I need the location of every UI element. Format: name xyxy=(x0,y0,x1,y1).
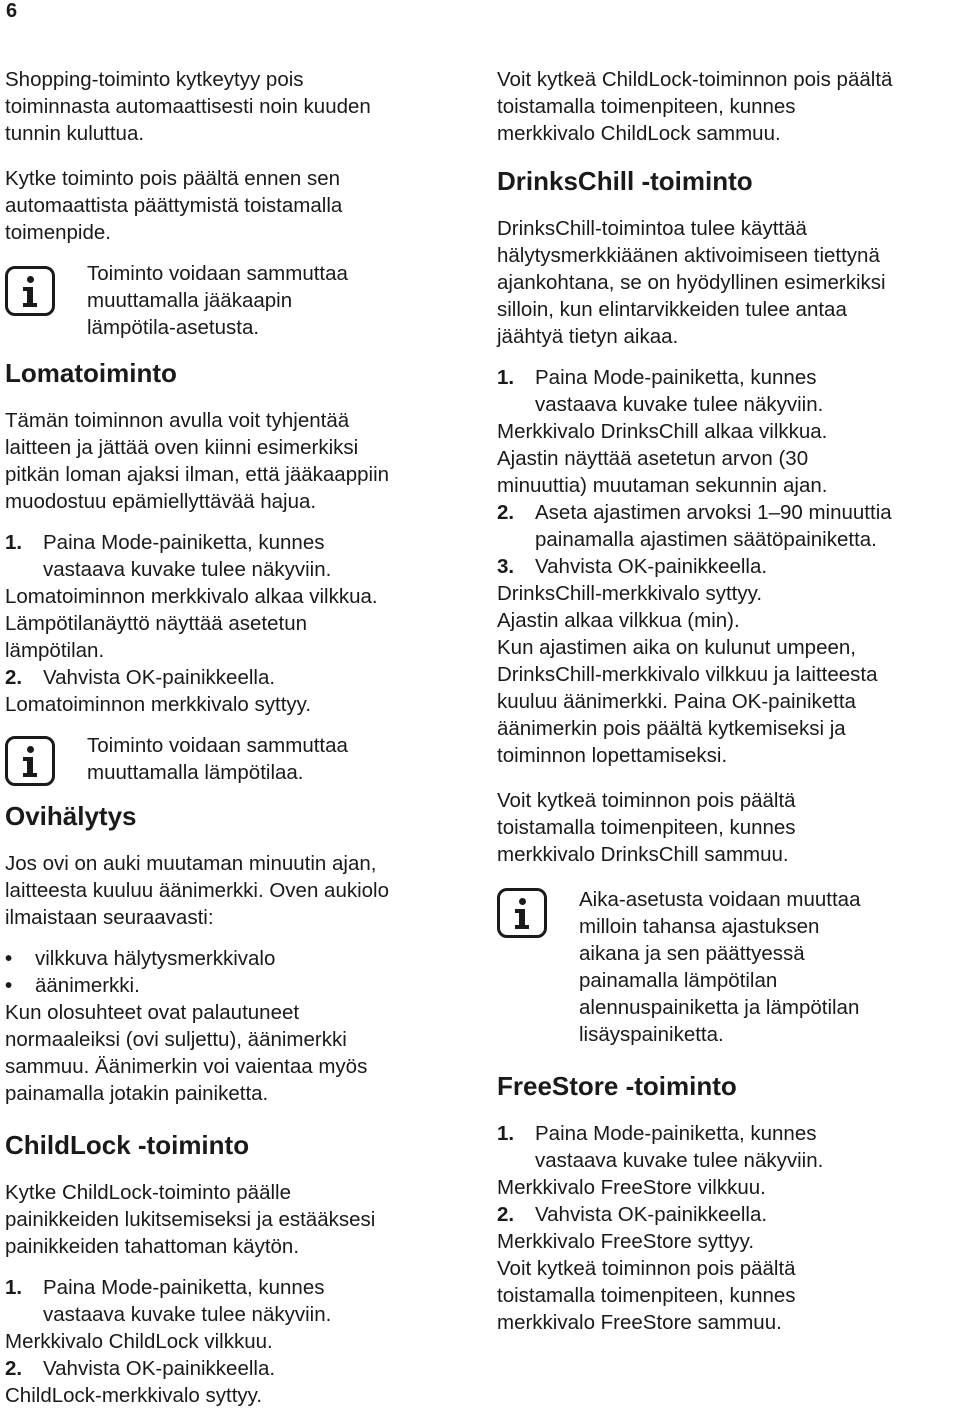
childlock-step-1-result xyxy=(5,1328,467,1355)
text-line: vastaava kuvake tulee näkyviin. xyxy=(535,1149,824,1172)
text-line: Paina Mode-painiketta, kunnes xyxy=(43,1276,325,1299)
text-line: toistamalla toimenpiteen, kunnes xyxy=(497,95,796,118)
step-text xyxy=(535,499,957,553)
lomatoiminto-step-2 xyxy=(5,664,467,691)
lomatoiminto-step-1 xyxy=(5,529,467,583)
text-line: painamalla lämpötilan xyxy=(579,969,778,992)
info-note-text xyxy=(87,260,348,341)
bullet-item xyxy=(5,945,467,972)
text-line: muuttamalla jääkaapin xyxy=(87,289,293,312)
text-line: laitteen ja jättää oven kiinni esimerkiksi xyxy=(5,436,359,459)
text-line: Lomatoiminnon merkkivalo syttyy. xyxy=(5,693,312,716)
text-line: DrinksChill-merkkivalo syttyy. xyxy=(497,582,763,605)
bullet-item xyxy=(5,972,467,999)
drinkschill-step-3 xyxy=(497,553,957,580)
text-line: lämpötila-asetusta. xyxy=(87,316,260,339)
freestore-step-1-result xyxy=(497,1174,957,1201)
text-line: Kytke toiminto pois päältä ennen sen xyxy=(5,167,341,190)
text-line: Lämpötilanäyttö näyttää asetetun xyxy=(5,612,308,635)
text-line: Paina Mode-painiketta, kunnes xyxy=(535,366,817,389)
text-line: merkkivalo FreeStore sammuu. xyxy=(497,1311,782,1334)
text-line: sammuu. Äänimerkin voi vaientaa myös xyxy=(5,1055,368,1078)
text-line: vastaava kuvake tulee näkyviin. xyxy=(43,1303,332,1326)
heading-lomatoiminto: Lomatoiminto xyxy=(5,358,177,388)
text-line: Paina Mode-painiketta, kunnes xyxy=(535,1122,817,1145)
text-line: milloin tahansa ajastuksen xyxy=(579,915,820,938)
text-line: automaattista päättymistä toistamalla xyxy=(5,194,343,217)
text-line: Kytke ChildLock-toiminto päälle xyxy=(5,1181,291,1204)
text-line: silloin, kun elintarvikkeiden tulee antaa xyxy=(497,298,847,321)
info-note-text xyxy=(579,886,860,1048)
text-line: DrinksChill-toimintoa tulee käyttää xyxy=(497,217,807,240)
text-line: Merkkivalo DrinksChill alkaa vilkkua. xyxy=(497,420,828,443)
text-line: jäähtyä tietyn aikaa. xyxy=(497,325,679,348)
text-line: Voit kytkeä ChildLock-toiminnon pois päältä xyxy=(497,68,893,91)
info-note-text xyxy=(87,732,348,786)
text-line: kuuluu äänimerkki. Paina OK-painiketta xyxy=(497,690,856,713)
shopping-paragraph-2 xyxy=(5,165,467,246)
text-line: merkkivalo DrinksChill sammuu. xyxy=(497,843,789,866)
text-line: Vahvista OK-painikkeella. xyxy=(43,1357,276,1380)
freestore-step-2 xyxy=(497,1201,957,1228)
text-line: Tämän toiminnon avulla voit tyhjentää xyxy=(5,409,350,432)
lomatoiminto-paragraph xyxy=(5,407,467,515)
text-line: äänimerkin pois päältä kytkemiseksi ja xyxy=(497,717,846,740)
bullet-text: vilkkuva hälytysmerkkivalo xyxy=(35,947,276,970)
text-line: Aika-asetusta voidaan muuttaa xyxy=(579,888,861,911)
info-note-3 xyxy=(497,886,957,1048)
text-line: Merkkivalo FreeStore vilkkuu. xyxy=(497,1176,766,1199)
text-line: Merkkivalo ChildLock vilkkuu. xyxy=(5,1330,273,1353)
text-line: toiminnon lopettamiseksi. xyxy=(497,744,728,767)
text-line: Voit kytkeä toiminnon pois päältä xyxy=(497,1257,796,1280)
heading-childlock: ChildLock -toiminto xyxy=(5,1130,250,1160)
text-line: ilmaistaan seuraavasti: xyxy=(5,906,214,929)
step-text xyxy=(535,1201,957,1228)
bullet-text: äänimerkki. xyxy=(35,974,140,997)
step-number: 2. xyxy=(497,1203,515,1226)
text-line: Vahvista OK-painikkeella. xyxy=(535,555,768,578)
step-number: 2. xyxy=(5,666,23,689)
step-number: 1. xyxy=(5,1276,23,1299)
info-note-1 xyxy=(5,260,467,341)
shopping-paragraph-1 xyxy=(5,66,467,147)
info-icon xyxy=(5,736,55,786)
step-text xyxy=(43,664,467,691)
step-text xyxy=(43,1355,467,1382)
text-line: tunnin kuluttua. xyxy=(5,122,145,145)
text-line: lämpötilan. xyxy=(5,639,105,662)
text-line: toistamalla toimenpiteen, kunnes xyxy=(497,1284,796,1307)
freestore-step-2-result xyxy=(497,1228,957,1336)
text-line: Merkkivalo FreeStore syttyy. xyxy=(497,1230,755,1253)
text-line: Toiminto voidaan sammuttaa xyxy=(87,262,348,285)
step-number: 2. xyxy=(5,1357,23,1380)
text-line: vastaava kuvake tulee näkyviin. xyxy=(535,393,824,416)
text-line: laitteesta kuuluu äänimerkki. Oven aukiolo xyxy=(5,879,390,902)
drinkschill-step-2 xyxy=(497,499,957,553)
heading-ovihalytys: Ovihälytys xyxy=(5,801,137,831)
text-line: normaaleiksi (ovi suljettu), äänimerkki xyxy=(5,1028,347,1051)
text-line: Lomatoiminnon merkkivalo alkaa vilkkua. xyxy=(5,585,378,608)
ovihalytys-paragraph-2 xyxy=(5,999,467,1107)
text-line: painikkeiden tahattoman käytön. xyxy=(5,1235,300,1258)
text-line: Vahvista OK-painikkeella. xyxy=(535,1203,768,1226)
text-line: aikana ja sen päättyessä xyxy=(579,942,805,965)
childlock-step-1 xyxy=(5,1274,467,1328)
bullet-icon: • xyxy=(5,974,13,997)
text-line: merkkivalo ChildLock sammuu. xyxy=(497,122,781,145)
text-line: Ajastin alkaa vilkkua (min). xyxy=(497,609,740,632)
text-line: Jos ovi on auki muutaman minuutin ajan, xyxy=(5,852,377,875)
text-line: toimenpide. xyxy=(5,221,111,244)
page-number: 6 xyxy=(6,0,18,22)
text-line: Vahvista OK-painikkeella. xyxy=(43,666,276,689)
freestore-step-1 xyxy=(497,1120,957,1174)
drinkschill-off-paragraph xyxy=(497,787,957,868)
lomatoiminto-step-2-result xyxy=(5,691,467,718)
childlock-off-paragraph xyxy=(497,66,957,147)
text-line: hälytysmerkkiäänen aktivoimiseen tiettynä xyxy=(497,244,880,267)
text-line: Toiminto voidaan sammuttaa xyxy=(87,734,348,757)
step-number: 2. xyxy=(497,501,515,524)
info-note-2 xyxy=(5,732,467,786)
text-line: Voit kytkeä toiminnon pois päältä xyxy=(497,789,796,812)
step-text xyxy=(535,364,957,418)
step-number: 3. xyxy=(497,555,515,578)
text-line: ajankohtana, se on hyödyllinen esimerkiksi xyxy=(497,271,886,294)
text-line: painikkeiden lukitsemiseksi ja estääksesi xyxy=(5,1208,376,1231)
lomatoiminto-step-1-result xyxy=(5,583,467,664)
text-line: painamalla jotakin painiketta. xyxy=(5,1082,269,1105)
ovihalytys-paragraph xyxy=(5,850,467,931)
info-icon xyxy=(497,888,547,938)
text-line: Kun olosuhteet ovat palautuneet xyxy=(5,1001,300,1024)
step-number: 1. xyxy=(497,1122,515,1145)
text-line: lisäyspainiketta. xyxy=(579,1023,724,1046)
childlock-step-2 xyxy=(5,1355,467,1382)
text-line: Aseta ajastimen arvoksi 1–90 minuuttia xyxy=(535,501,892,524)
text-line: Kun ajastimen aika on kulunut umpeen, xyxy=(497,636,856,659)
step-text xyxy=(535,553,957,580)
text-line: painamalla ajastimen säätöpainiketta. xyxy=(535,528,877,551)
text-line: minuuttia) muutaman sekunnin ajan. xyxy=(497,474,828,497)
heading-drinkschill: DrinksChill -toiminto xyxy=(497,166,753,196)
step-text xyxy=(535,1120,957,1174)
text-line: muodostuu epämiellyttävää hajua. xyxy=(5,490,317,513)
ovihalytys-bullet-list xyxy=(5,945,467,999)
text-line: toistamalla toimenpiteen, kunnes xyxy=(497,816,796,839)
text-line: pitkän loman ajaksi ilman, että jääkaappiin xyxy=(5,463,390,486)
step-number: 1. xyxy=(497,366,515,389)
right-column xyxy=(497,66,957,1336)
left-column xyxy=(5,66,467,1409)
text-line: vastaava kuvake tulee näkyviin. xyxy=(43,558,332,581)
info-icon xyxy=(5,266,55,316)
text-line: Ajastin näyttää asetetun arvon (30 xyxy=(497,447,809,470)
childlock-paragraph xyxy=(5,1179,467,1260)
drinkschill-step-1 xyxy=(497,364,957,418)
drinkschill-paragraph xyxy=(497,215,957,350)
heading-freestore: FreeStore -toiminto xyxy=(497,1071,737,1101)
text-line: Shopping-toiminto kytkeytyy pois xyxy=(5,68,304,91)
drinkschill-step-1-result xyxy=(497,418,957,499)
text-line: Paina Mode-painiketta, kunnes xyxy=(43,531,325,554)
text-line: ChildLock-merkkivalo syttyy. xyxy=(5,1384,263,1407)
text-line: muuttamalla lämpötilaa. xyxy=(87,761,304,784)
text-line: toiminnasta automaattisesti noin kuuden xyxy=(5,95,371,118)
childlock-step-2-result xyxy=(5,1382,467,1409)
text-line: DrinksChill-merkkivalo vilkkuu ja laitteesta xyxy=(497,663,878,686)
step-number: 1. xyxy=(5,531,23,554)
step-text xyxy=(43,1274,467,1328)
step-text xyxy=(43,529,467,583)
bullet-icon: • xyxy=(5,947,13,970)
text-line: alennuspainiketta ja lämpötilan xyxy=(579,996,860,1019)
drinkschill-step-3-result xyxy=(497,580,957,769)
